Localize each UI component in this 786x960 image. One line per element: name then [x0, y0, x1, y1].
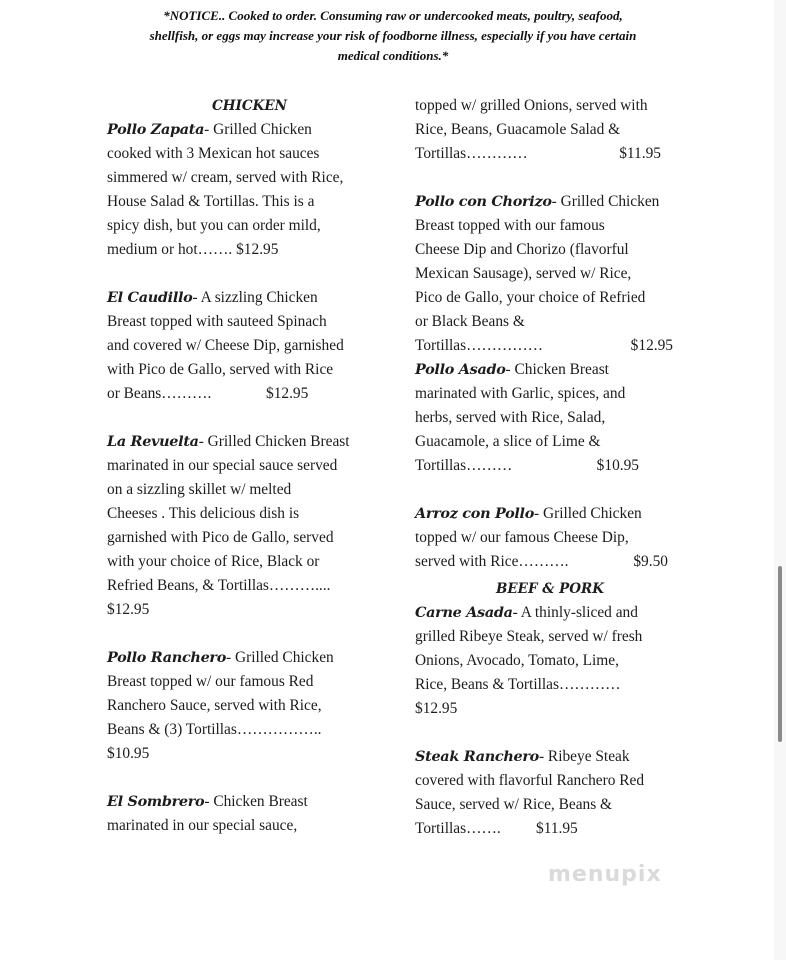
dish-description: Sauce, served w/ Rice, Beans & [415, 796, 613, 813]
dish-price: $12.95 [236, 241, 279, 258]
notice-line: shellfish, or eggs may increase your risk of foodborne illness, especially if you have certain [149, 28, 637, 43]
dish-price: $12.95 [630, 337, 673, 354]
dish-description: Ranchero Sauce, served with Rice, [107, 697, 322, 714]
dish-price: $10.95 [596, 457, 639, 474]
notice-line: medical conditions.* [337, 48, 449, 63]
dish-description: Breast topped with sauteed Spinach [107, 313, 327, 330]
dish-description: on a sizzling skillet w/ melted [107, 481, 292, 498]
menu-item-pollo-ranchero [107, 646, 392, 670]
dish-description: Beans & (3) Tortillas…………….. [107, 721, 322, 738]
menupix-watermark: menupix [548, 862, 662, 887]
dish-description: simmered w/ cream, served with Rice, [107, 169, 344, 186]
dish-description: spicy dish, but you can order mild, [107, 217, 321, 234]
menu-item-el-caudillo [107, 286, 392, 310]
menu-item-la-revuelta [107, 430, 392, 454]
section-heading-beef-pork: BEEF & PORK [495, 581, 605, 597]
dish-description: - Grilled Chicken [551, 193, 660, 210]
dish-description: - Grilled Chicken [534, 505, 642, 522]
dish-description: with your choice of Rice, Black or [107, 553, 320, 570]
dish-description: - Grilled Chicken Breast [198, 433, 350, 450]
dish-description: Cheeses . This delicious dish is [107, 505, 300, 522]
dish-price: $12.95 [266, 385, 309, 402]
dish-description: House Salad & Tortillas. This is a [107, 193, 315, 210]
dish-description: marinated in our special sauce served [107, 457, 338, 474]
page-edge [774, 0, 786, 960]
dish-price: $10.95 [107, 745, 150, 762]
dish-description: Refried Beans, & Tortillas……….... [107, 577, 331, 594]
dish-description: - Ribeye Steak [538, 748, 630, 765]
dish-description: marinated with Garlic, spices, and [415, 385, 626, 402]
menu-item-el-sombrero [107, 790, 392, 814]
dish-description: Mexican Sausage), served w/ Rice, [415, 265, 632, 282]
menu-item-pollo-zapata [107, 118, 392, 142]
dish-name: Carne Asada [415, 604, 513, 621]
section-heading-chicken: CHICKEN [212, 98, 287, 114]
dish-price: $11.95 [536, 820, 578, 837]
dish-description: Tortillas…………… [415, 337, 544, 354]
dish-description: Rice, Beans, Guacamole Salad & [415, 121, 621, 138]
dish-name: Pollo Asado [415, 361, 506, 378]
dish-description: - Chicken Breast [505, 361, 609, 378]
dish-description: topped w/ our famous Cheese Dip, [415, 529, 629, 546]
dish-description: Breast topped with our famous [415, 217, 605, 234]
dish-description: Onions, Avocado, Tomato, Lime, [415, 652, 619, 669]
dish-description: or Beans………. [107, 385, 212, 402]
dish-name: Pollo Ranchero [107, 649, 227, 666]
dish-description: Breast topped w/ our famous Red [107, 673, 314, 690]
menu-item-steak-ranchero [415, 745, 685, 769]
menu-item-arroz-con-pollo [415, 502, 685, 526]
dish-description: Rice, Beans & Tortillas………… [415, 676, 621, 693]
dish-price: $9.50 [633, 553, 668, 570]
dish-name: La Revuelta [107, 433, 199, 450]
dish-description: covered with flavorful Ranchero Red [415, 772, 645, 789]
menu-item-pollo-asado [415, 358, 685, 382]
dish-description: - Grilled Chicken [226, 649, 334, 666]
dish-description: - Grilled Chicken [204, 121, 312, 138]
dish-description: cooked with 3 Mexican hot sauces [107, 145, 320, 162]
dish-description: medium or hot……. [107, 241, 237, 258]
dish-price: $12.95 [107, 601, 150, 618]
dish-name: Arroz con Pollo [415, 505, 535, 522]
dish-description: - A thinly-sliced and [512, 604, 638, 621]
dish-description: marinated in our special sauce, [107, 817, 298, 834]
dish-description: grilled Ribeye Steak, served w/ fresh [415, 628, 643, 645]
dish-description: - Chicken Breast [204, 793, 308, 810]
dish-description: Tortillas……… [415, 457, 513, 474]
dish-price: $11.95 [619, 145, 661, 162]
dish-description: topped w/ grilled Onions, served with [415, 97, 648, 114]
dish-name: Steak Ranchero [415, 748, 539, 765]
menu-item-pollo-con-chorizo [415, 190, 685, 214]
dish-description: - A sizzling Chicken [192, 289, 318, 306]
dish-description: Pico de Gallo, your choice of Refried [415, 289, 646, 306]
dish-description: Tortillas……. [415, 820, 501, 837]
dish-name: El Sombrero [107, 793, 205, 810]
dish-description: herbs, served with Rice, Salad, [415, 409, 606, 426]
dish-description: Cheese Dip and Chorizo (flavorful [415, 241, 629, 258]
dish-name: El Caudillo [107, 289, 193, 306]
dish-description: and covered w/ Cheese Dip, garnished [107, 337, 344, 354]
scrollbar-thumb[interactable] [778, 566, 782, 742]
dish-description: garnished with Pico de Gallo, served [107, 529, 334, 546]
dish-description: Tortillas………… [415, 145, 528, 162]
dish-description: or Black Beans & [415, 313, 525, 330]
food-safety-notice [100, 6, 686, 66]
menu-left-column [107, 94, 392, 838]
dish-price: $12.95 [415, 700, 458, 717]
menu-item-carne-asada [415, 601, 685, 625]
dish-description: Guacamole, a slice of Lime & [415, 433, 601, 450]
dish-name: Pollo con Chorizo [415, 193, 552, 210]
dish-name: Pollo Zapata [107, 121, 205, 138]
dish-description: served with Rice………. [415, 553, 569, 570]
menu-right-column [415, 94, 685, 841]
notice-line: *NOTICE.. Cooked to order. Consuming raw or undercooked meats, poultry, seafood, [163, 8, 623, 23]
dish-description: with Pico de Gallo, served with Rice [107, 361, 334, 378]
